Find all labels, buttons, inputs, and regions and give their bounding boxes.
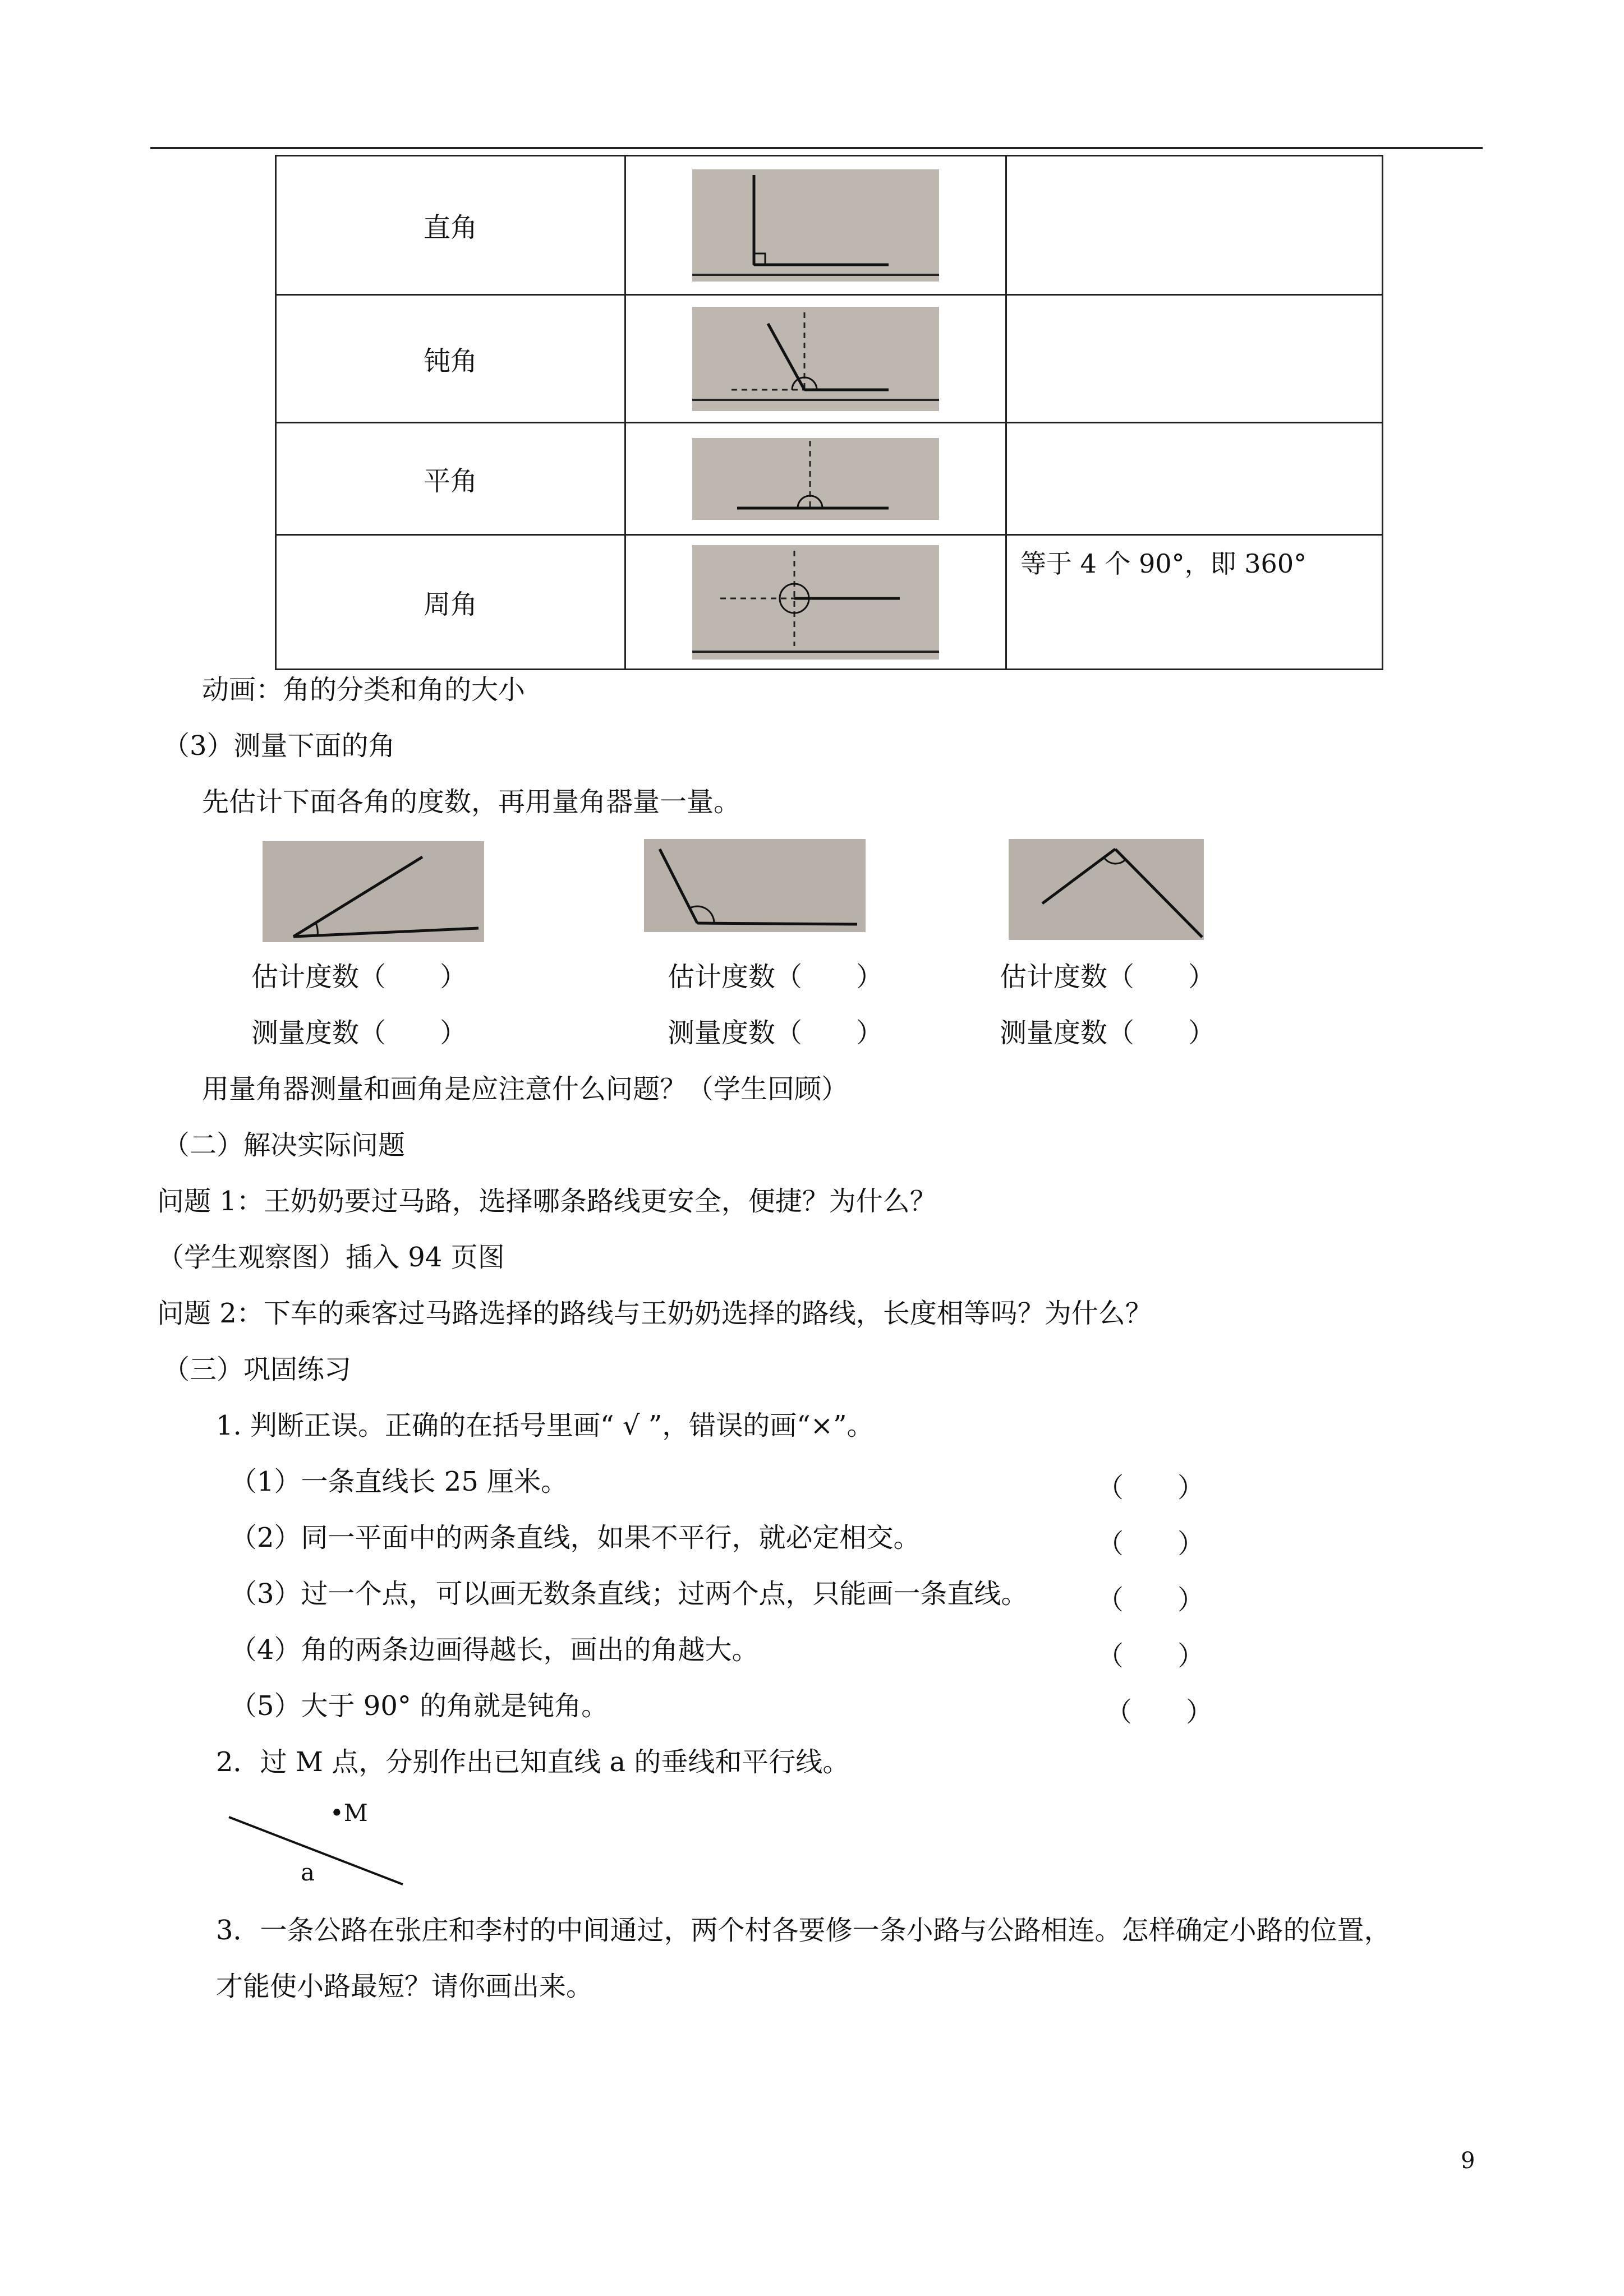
full-angle-image xyxy=(692,545,939,660)
measure-label: 测量度数（ ） xyxy=(1000,1017,1216,1049)
observe-note: （学生观察图）插入 94 页图 xyxy=(157,1242,505,1273)
estimate-instruction: 先估计下面各角的度数，再用量角器量一量。 xyxy=(202,786,741,818)
measure-label: 测量度数（ ） xyxy=(251,1017,467,1049)
question-1-title: 1. 判断正误。正确的在括号里画“ √ ”，错误的画“×”。 xyxy=(216,1410,874,1441)
angle-name: 平角 xyxy=(276,423,625,535)
judgment-item: （3）过一个点，可以画无数条直线；过两个点，只能画一条直线。 xyxy=(230,1578,1028,1610)
answer-bracket[interactable]: （ ） xyxy=(1097,1472,1205,1504)
problem-2: 问题 2：下车的乘客过马路选择的路线与王奶奶选择的路线，长度相等吗？为什么？ xyxy=(157,1298,1152,1329)
part-title: （三）巩固练习 xyxy=(163,1354,352,1385)
angle-desc xyxy=(1006,295,1383,423)
angle-desc: 等于 4 个 90°，即 360° xyxy=(1006,535,1383,670)
table-row xyxy=(276,156,1383,295)
angle-desc xyxy=(1006,423,1383,535)
estimate-label: 估计度数（ ） xyxy=(668,961,884,993)
judgment-item: （5）大于 90° 的角就是钝角。 xyxy=(230,1690,609,1722)
judgment-item: （1）一条直线长 25 厘米。 xyxy=(230,1466,568,1497)
question-3-line-1: 3．一条公路在张庄和李村的中间通过，两个村各要修一条小路与公路相连。怎样确定小路的位置， xyxy=(216,1915,1391,1946)
angle-photo-right xyxy=(1009,839,1204,940)
measure-label: 测量度数（ ） xyxy=(668,1017,884,1049)
page-number: 9 xyxy=(1461,2148,1475,2174)
estimate-label: 估计度数（ ） xyxy=(1000,961,1216,993)
estimate-label: 估计度数（ ） xyxy=(251,961,467,993)
answer-bracket[interactable]: （ ） xyxy=(1097,1584,1205,1616)
table-row xyxy=(276,535,1383,670)
obtuse-angle-image xyxy=(692,307,939,411)
answer-bracket[interactable]: （ ） xyxy=(1105,1696,1213,1728)
header-rule xyxy=(150,147,1483,149)
straight-angle-image xyxy=(692,438,939,520)
animation-note: 动画：角的分类和角的大小 xyxy=(202,674,526,706)
judgment-item: （2）同一平面中的两条直线，如果不平行，就必定相交。 xyxy=(230,1522,921,1553)
right-angle-image xyxy=(692,169,939,282)
angle-desc xyxy=(1006,156,1383,295)
angle-name: 直角 xyxy=(276,156,625,295)
table-row xyxy=(276,295,1383,423)
judgment-item: （4）角的两条边画得越长，画出的角越大。 xyxy=(230,1634,759,1666)
part-title: （二）解决实际问题 xyxy=(163,1129,406,1161)
answer-bracket[interactable]: （ ） xyxy=(1097,1528,1205,1560)
problem-1: 问题 1：王奶奶要过马路，选择哪条路线更安全，便捷？为什么？ xyxy=(157,1186,937,1217)
answer-bracket[interactable]: （ ） xyxy=(1097,1640,1205,1672)
point-m-label: •M xyxy=(330,1799,368,1827)
angle-photo-acute xyxy=(263,841,484,942)
line-a-label: a xyxy=(301,1859,315,1886)
question-3-line-2: 才能使小路最短？请你画出来。 xyxy=(216,1971,594,2002)
table-row xyxy=(276,423,1383,535)
angle-classification-table xyxy=(275,155,1383,670)
section-title: （3）测量下面的角 xyxy=(163,730,395,762)
question-2-title: 2．过 M 点，分别作出已知直线 a 的垂线和平行线。 xyxy=(216,1746,850,1778)
angle-name: 周角 xyxy=(276,535,625,670)
line-a-diagram xyxy=(224,1800,415,1896)
angle-photo-obtuse xyxy=(644,839,866,932)
protractor-question: 用量角器测量和画角是应注意什么问题？（学生回顾） xyxy=(202,1073,849,1105)
angle-name: 钝角 xyxy=(276,295,625,423)
